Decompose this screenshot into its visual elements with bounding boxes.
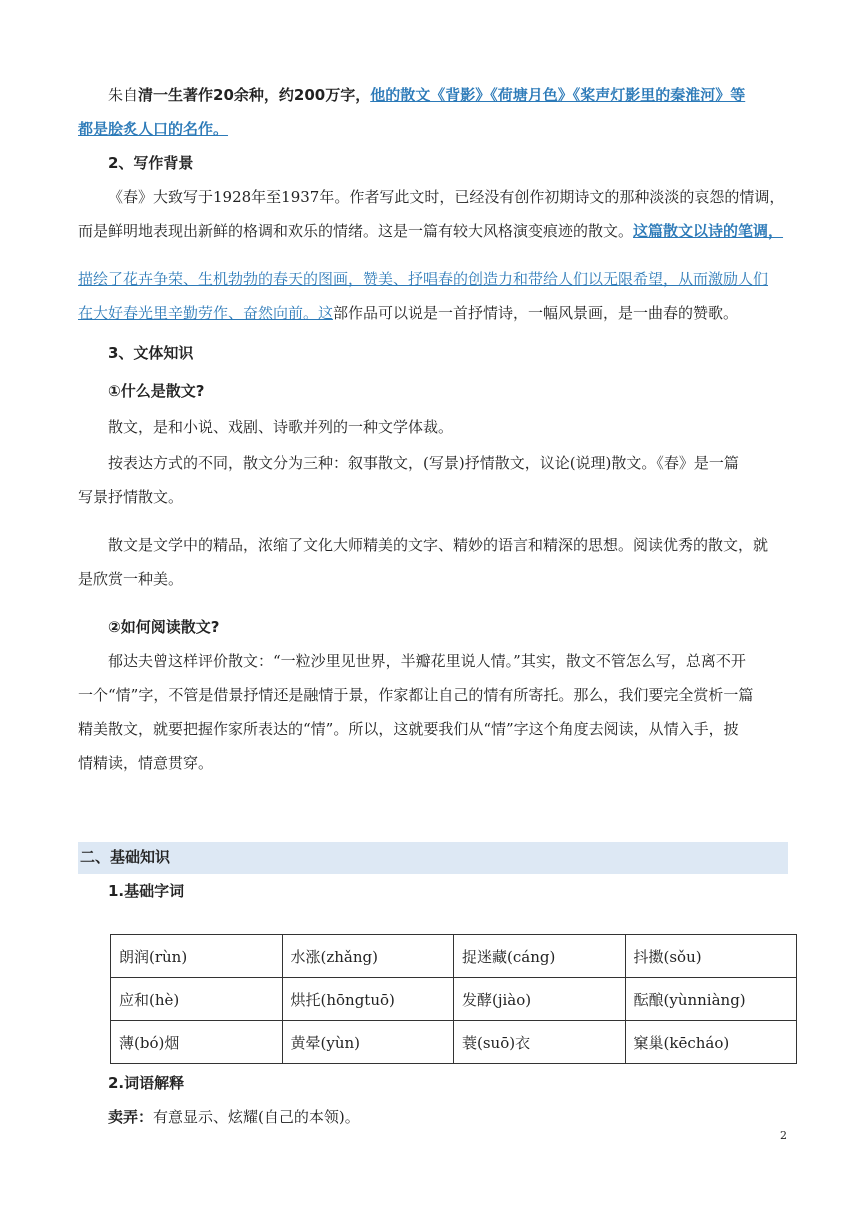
heading-background: 2、写作背景	[108, 154, 194, 172]
highlight-run: 这篇散文以诗的笔调，	[633, 222, 784, 240]
explanation-entry	[108, 1106, 360, 1128]
table-row	[111, 1021, 797, 1064]
genre-paragraph2-line2: 写景抒情散文。	[78, 488, 184, 506]
table-row	[111, 978, 797, 1021]
reading-line2: 一个“情”字，不管是借景抒情还是融情于景，作家都让自己的情有所寄托。那么，我们要完全赏析一篇	[78, 686, 754, 704]
explanation-term: 卖弄：	[108, 1108, 154, 1126]
background-line1: 《春》大致写于1928年至1937年。作者写此文时，已经没有创作初期诗文的那种淡淡的哀怨的情调，	[108, 188, 785, 206]
table-cell: 酝酿(yùnniàng)	[625, 978, 797, 1021]
table-cell: 捉迷藏(cáng)	[454, 935, 626, 978]
reading-line1: 郁达夫曾这样评价散文：“一粒沙里见世界，半瓣花里说人情。”其实，散文不管怎么写，总离不开	[108, 652, 746, 670]
author-paragraph-line1	[108, 84, 745, 106]
background-line2	[78, 220, 783, 242]
highlight-run: 他的散文《背影》《荷塘月色》《桨声灯影里的秦淮河》等	[370, 86, 746, 104]
background-line3: 描绘了花卉争荣、生机勃勃的春天的图画，赞美、抒唱春的创造力和带给人们以无限希望，从而激励人们	[78, 270, 769, 288]
table-cell: 朗润(rùn)	[111, 935, 283, 978]
page-number: 2	[780, 1129, 787, 1142]
reading-line3: 精美散文，就要把握作家所表达的“情”。所以，这就要我们从“情”字这个角度去阅读，从情入手，披	[78, 720, 739, 738]
text-run: 而是鲜明地表现出新鲜的格调和欢乐的情绪。这是一篇有较大风格演变痕迹的散文。	[78, 222, 634, 240]
vocabulary-table	[110, 934, 797, 1064]
table-cell: 烘托(hōngtuō)	[282, 978, 454, 1021]
table-cell: 发酵(jiào)	[454, 978, 626, 1021]
bold-run: 清一生著作20余种，约200万字，	[138, 86, 371, 104]
section-title-basics: 二、基础知识	[80, 848, 171, 866]
genre-paragraph3-line2: 是欣赏一种美。	[78, 570, 184, 588]
section-header-bar	[78, 842, 788, 874]
background-line4	[78, 302, 738, 324]
table-cell: 应和(hè)	[111, 978, 283, 1021]
text-run: 部作品可以说是一首抒情诗，一幅风景画，是一曲春的赞歌。	[333, 304, 739, 322]
text-run: 朱自	[108, 86, 139, 104]
table-cell: 抖擞(sǒu)	[625, 935, 797, 978]
subheading-word-explanation: 2.词语解释	[108, 1074, 185, 1092]
explanation-definition: 有意显示、炫耀(自己的本领)。	[153, 1108, 360, 1126]
subheading-what-is-prose: ①什么是散文?	[108, 382, 205, 400]
table-cell: 蓑(suō)衣	[454, 1021, 626, 1064]
genre-paragraph1: 散文，是和小说、戏剧、诗歌并列的一种文学体裁。	[108, 418, 454, 436]
table-cell: 窠巢(kēcháo)	[625, 1021, 797, 1064]
subheading-how-to-read: ②如何阅读散文?	[108, 618, 220, 636]
genre-paragraph2-line1: 按表达方式的不同，散文分为三种：叙事散文，(写景)抒情散文，议论(说理)散文。《春》是一篇	[108, 454, 739, 472]
author-paragraph-line2	[78, 118, 228, 140]
table-cell: 黄晕(yùn)	[282, 1021, 454, 1064]
table-row	[111, 935, 797, 978]
highlight-run: 在大好春光里辛勤劳作、奋然向前。这	[78, 304, 334, 322]
table-cell: 水涨(zhǎng)	[282, 935, 454, 978]
highlight-run: 都是脍炙人口的名作。	[78, 120, 229, 138]
subheading-basic-words: 1.基础字词	[108, 882, 185, 900]
heading-genre: 3、文体知识	[108, 344, 194, 362]
genre-paragraph3-line1: 散文是文学中的精品，浓缩了文化大师精美的文字、精妙的语言和精深的思想。阅读优秀的散文，就	[108, 536, 769, 554]
reading-line4: 情精读，情意贯穿。	[78, 754, 214, 772]
table-cell: 薄(bó)烟	[111, 1021, 283, 1064]
